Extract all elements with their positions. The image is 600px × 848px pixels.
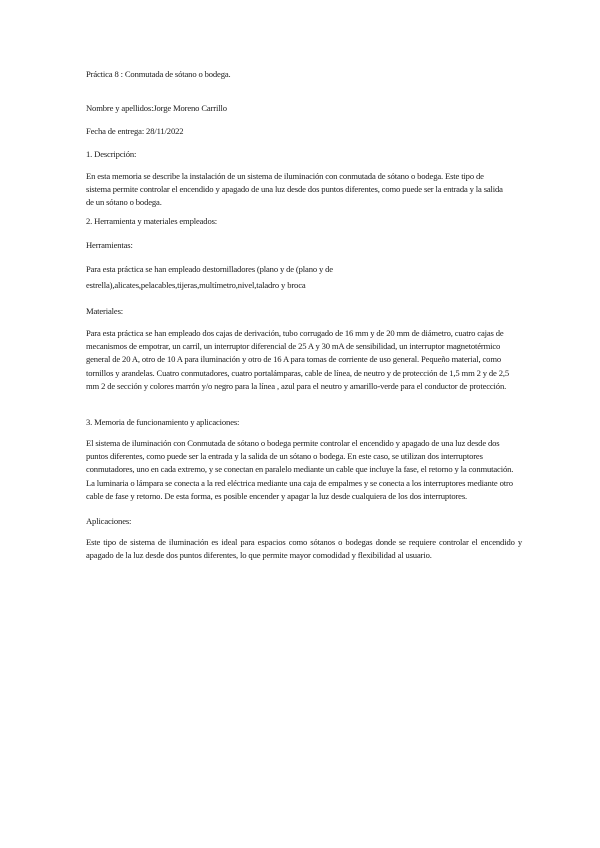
section-heading-memoria: 3. Memoria de funcionamiento y aplicaciones: (86, 417, 240, 427)
herramientas-line-1: Para esta práctica se han empleado destornilladores (plano y de (plano y de (86, 264, 333, 274)
paragraph-aplicaciones: Este tipo de sistema de iluminación es ideal para espacios como sótanos o bodegas donde se requiere controlar el encendido y apagado de la luz desde dos puntos diferentes, lo que permite mayor comodidad y flexibilidad al usuario. (86, 537, 522, 561)
herramientas-line-2: estrella),alicates,pelacables,tijeras,multímetro,nivel,taladro y broca (86, 280, 306, 290)
paragraph-descripcion: En esta memoria se describe la instalación de un sistema de iluminación con conmutada de sótano o bodega. Este tipo de sistema permite controlar el encendido y apagado de una luz desde dos puntos diferentes, como puede ser la entrada y la salida de un sótano o bodega. (86, 171, 503, 208)
document-title: Práctica 8 : Conmutada de sótano o bodega. (86, 69, 231, 79)
subheading-herramientas: Herramientas: (86, 240, 133, 250)
section-heading-herramientas-materiales: 2. Herramienta y materiales empleados: (86, 216, 218, 226)
paragraph-memoria: El sistema de iluminación con Conmutada de sótano o bodega permite controlar el encendido y apagado de una luz desde dos puntos diferentes, como puede ser la entrada y la salida de un sótano o bodega. En este caso, se utilizan dos interruptores conmutadores, uno en cada extremo, y se conectan en paralelo mediante un cable que incluye la fase, el retorno y la conmutación. La luminaria o lámpara se conecta a la red eléctrica mediante una caja de empalmes y se conecta a los interruptores mediante otro cable de fase y retorno. De esta forma, es posible encender y apagar la luz desde cualquiera de los dos interruptores. (86, 438, 514, 501)
subheading-aplicaciones: Aplicaciones: (86, 516, 132, 526)
section-heading-descripcion: 1. Descripción: (86, 149, 137, 159)
paragraph-materiales: Para esta práctica se han empleado dos cajas de derivación, tubo corrugado de 16 mm y de 20 mm de diámetro, cuatro cajas de mecanismos de empotrar, un carril, un interruptor diferencial de 25 A y 30 mA de sensibilidad, un interruptor magnetotérmico general de 20 A, otro de 10 A para iluminación y otro de 16 A para tomas de corriente de uso general. Pequeño material, como tornillos y arandelas. Cuatro conmutadores, cuatro portalámparas, cable de línea, de neutro y de protección de 1,5 mm 2 y de 2,5 mm 2 de sección y colores marrón y/o negro para la línea , azul para el neutro y amarillo-verde para el conductor de protección. (86, 328, 509, 391)
subheading-materiales: Materiales: (86, 306, 124, 316)
name-line: Nombre y apellidos:Jorge Moreno Carrillo (86, 103, 227, 113)
date-line: Fecha de entrega: 28/11/2022 (86, 126, 184, 136)
